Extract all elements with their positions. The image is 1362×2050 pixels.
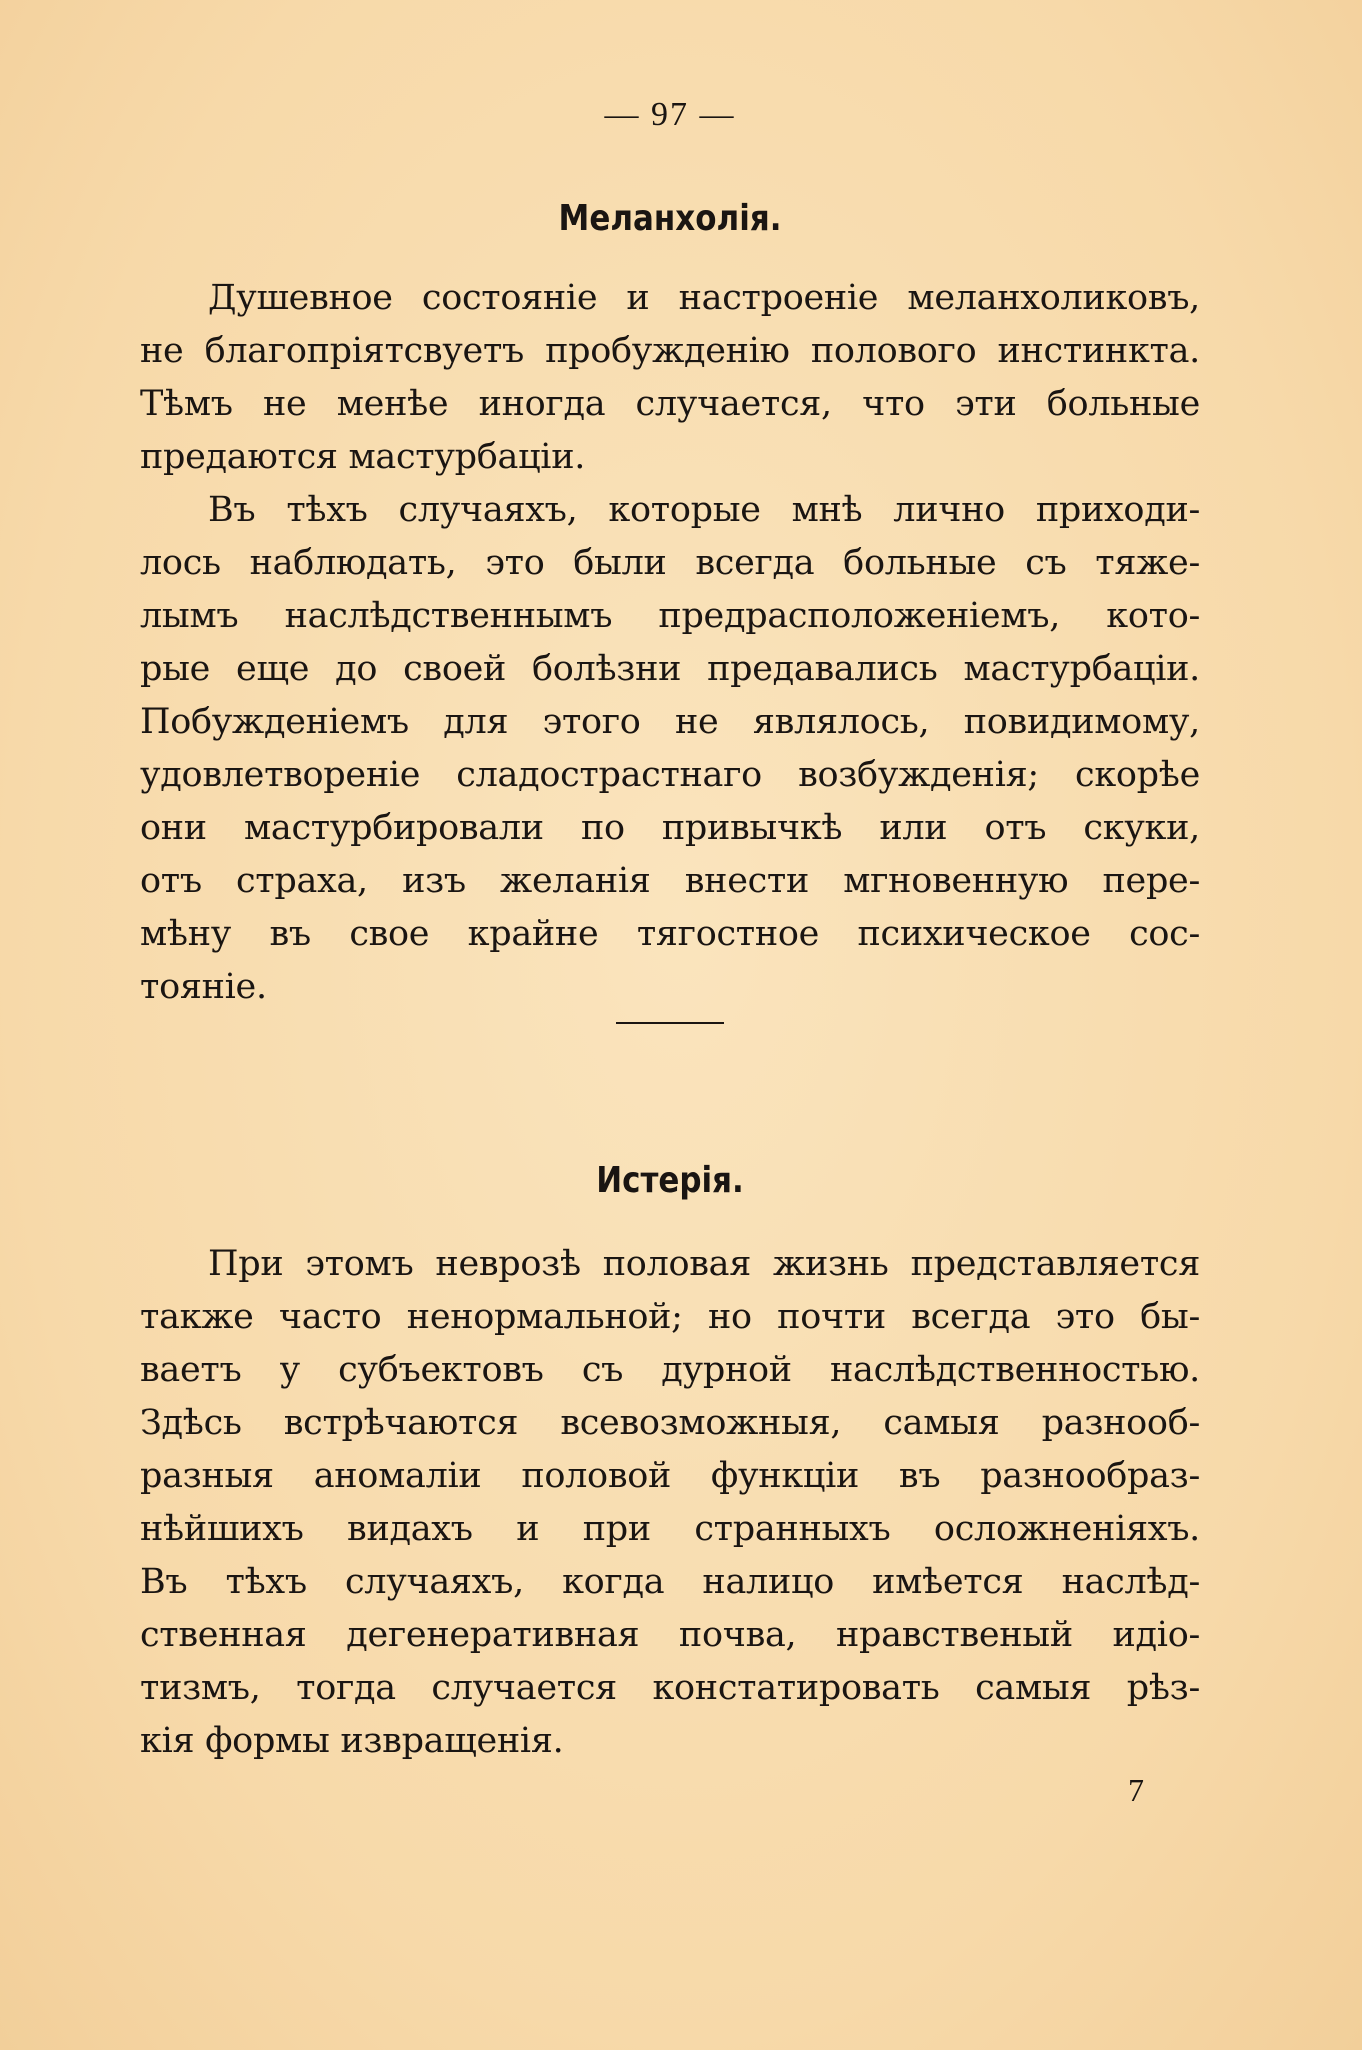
text-line: ственная дегенеративная почва, нравственый идіо- (140, 1615, 1200, 1655)
text-line: Душевное состояніе и настроеніе меланхоликовъ, (208, 278, 1200, 318)
text-line: Въ тѣхъ случаяхъ, которые мнѣ лично приходи- (208, 490, 1200, 530)
section-separator (616, 1022, 724, 1024)
page-number: — 97 — (604, 96, 736, 133)
signature-mark: 7 (1128, 1772, 1144, 1808)
text-line: не благопріятсвуетъ пробужденію полового инстинкта. (140, 331, 1200, 371)
text-line: Здѣсь встрѣчаются всевозможныя, самыя разнооб- (140, 1403, 1200, 1443)
text-line: рые еще до своей болѣзни предавались мастурбаціи. (140, 649, 1200, 689)
text-line: Въ тѣхъ случаяхъ, когда налицо имѣется наслѣд- (140, 1562, 1200, 1602)
text-line: лымъ наслѣдственнымъ предрасположеніемъ, кото- (140, 596, 1200, 636)
text-line: кія формы извращенія. (140, 1721, 564, 1761)
section-body-melancholia (140, 272, 1200, 1014)
text-line: мѣну въ свое крайне тягостное психическое сос- (140, 914, 1200, 954)
section-title-melancholia: Меланхолія. (558, 198, 782, 239)
text-line: тояніе. (140, 967, 267, 1007)
text-line: предаются мастурбаціи. (140, 437, 586, 477)
text-line: они мастурбировали по привычкѣ или отъ скуки, (140, 808, 1200, 848)
text-line: Тѣмъ не менѣе иногда случается, что эти больные (140, 384, 1200, 424)
text-line: Побужденіемъ для этого не являлось, повидимому, (140, 702, 1200, 742)
text-line: При этомъ неврозѣ половая жизнь представляется (208, 1244, 1200, 1284)
text-line: отъ страха, изъ желанія внести мгновенную пере- (140, 861, 1200, 901)
section-body-hysteria (140, 1238, 1200, 1768)
text-line: удовлетвореніе сладострастнаго возбужденія; скорѣе (140, 755, 1200, 795)
text-line: также часто ненормальной; но почти всегда это бы- (140, 1297, 1200, 1337)
text-line: ваетъ у субъектовъ съ дурной наслѣдственностью. (140, 1350, 1200, 1390)
text-line: лось наблюдать, это были всегда больные съ тяже- (140, 543, 1200, 583)
text-line: тизмъ, тогда случается констатировать самыя рѣз- (140, 1668, 1200, 1708)
section-title-hysteria: Истерія. (596, 1160, 744, 1201)
text-line: нѣйшихъ видахъ и при странныхъ осложненіяхъ. (140, 1509, 1200, 1549)
text-line: разныя аномаліи половой функціи въ разнообраз- (140, 1456, 1200, 1496)
